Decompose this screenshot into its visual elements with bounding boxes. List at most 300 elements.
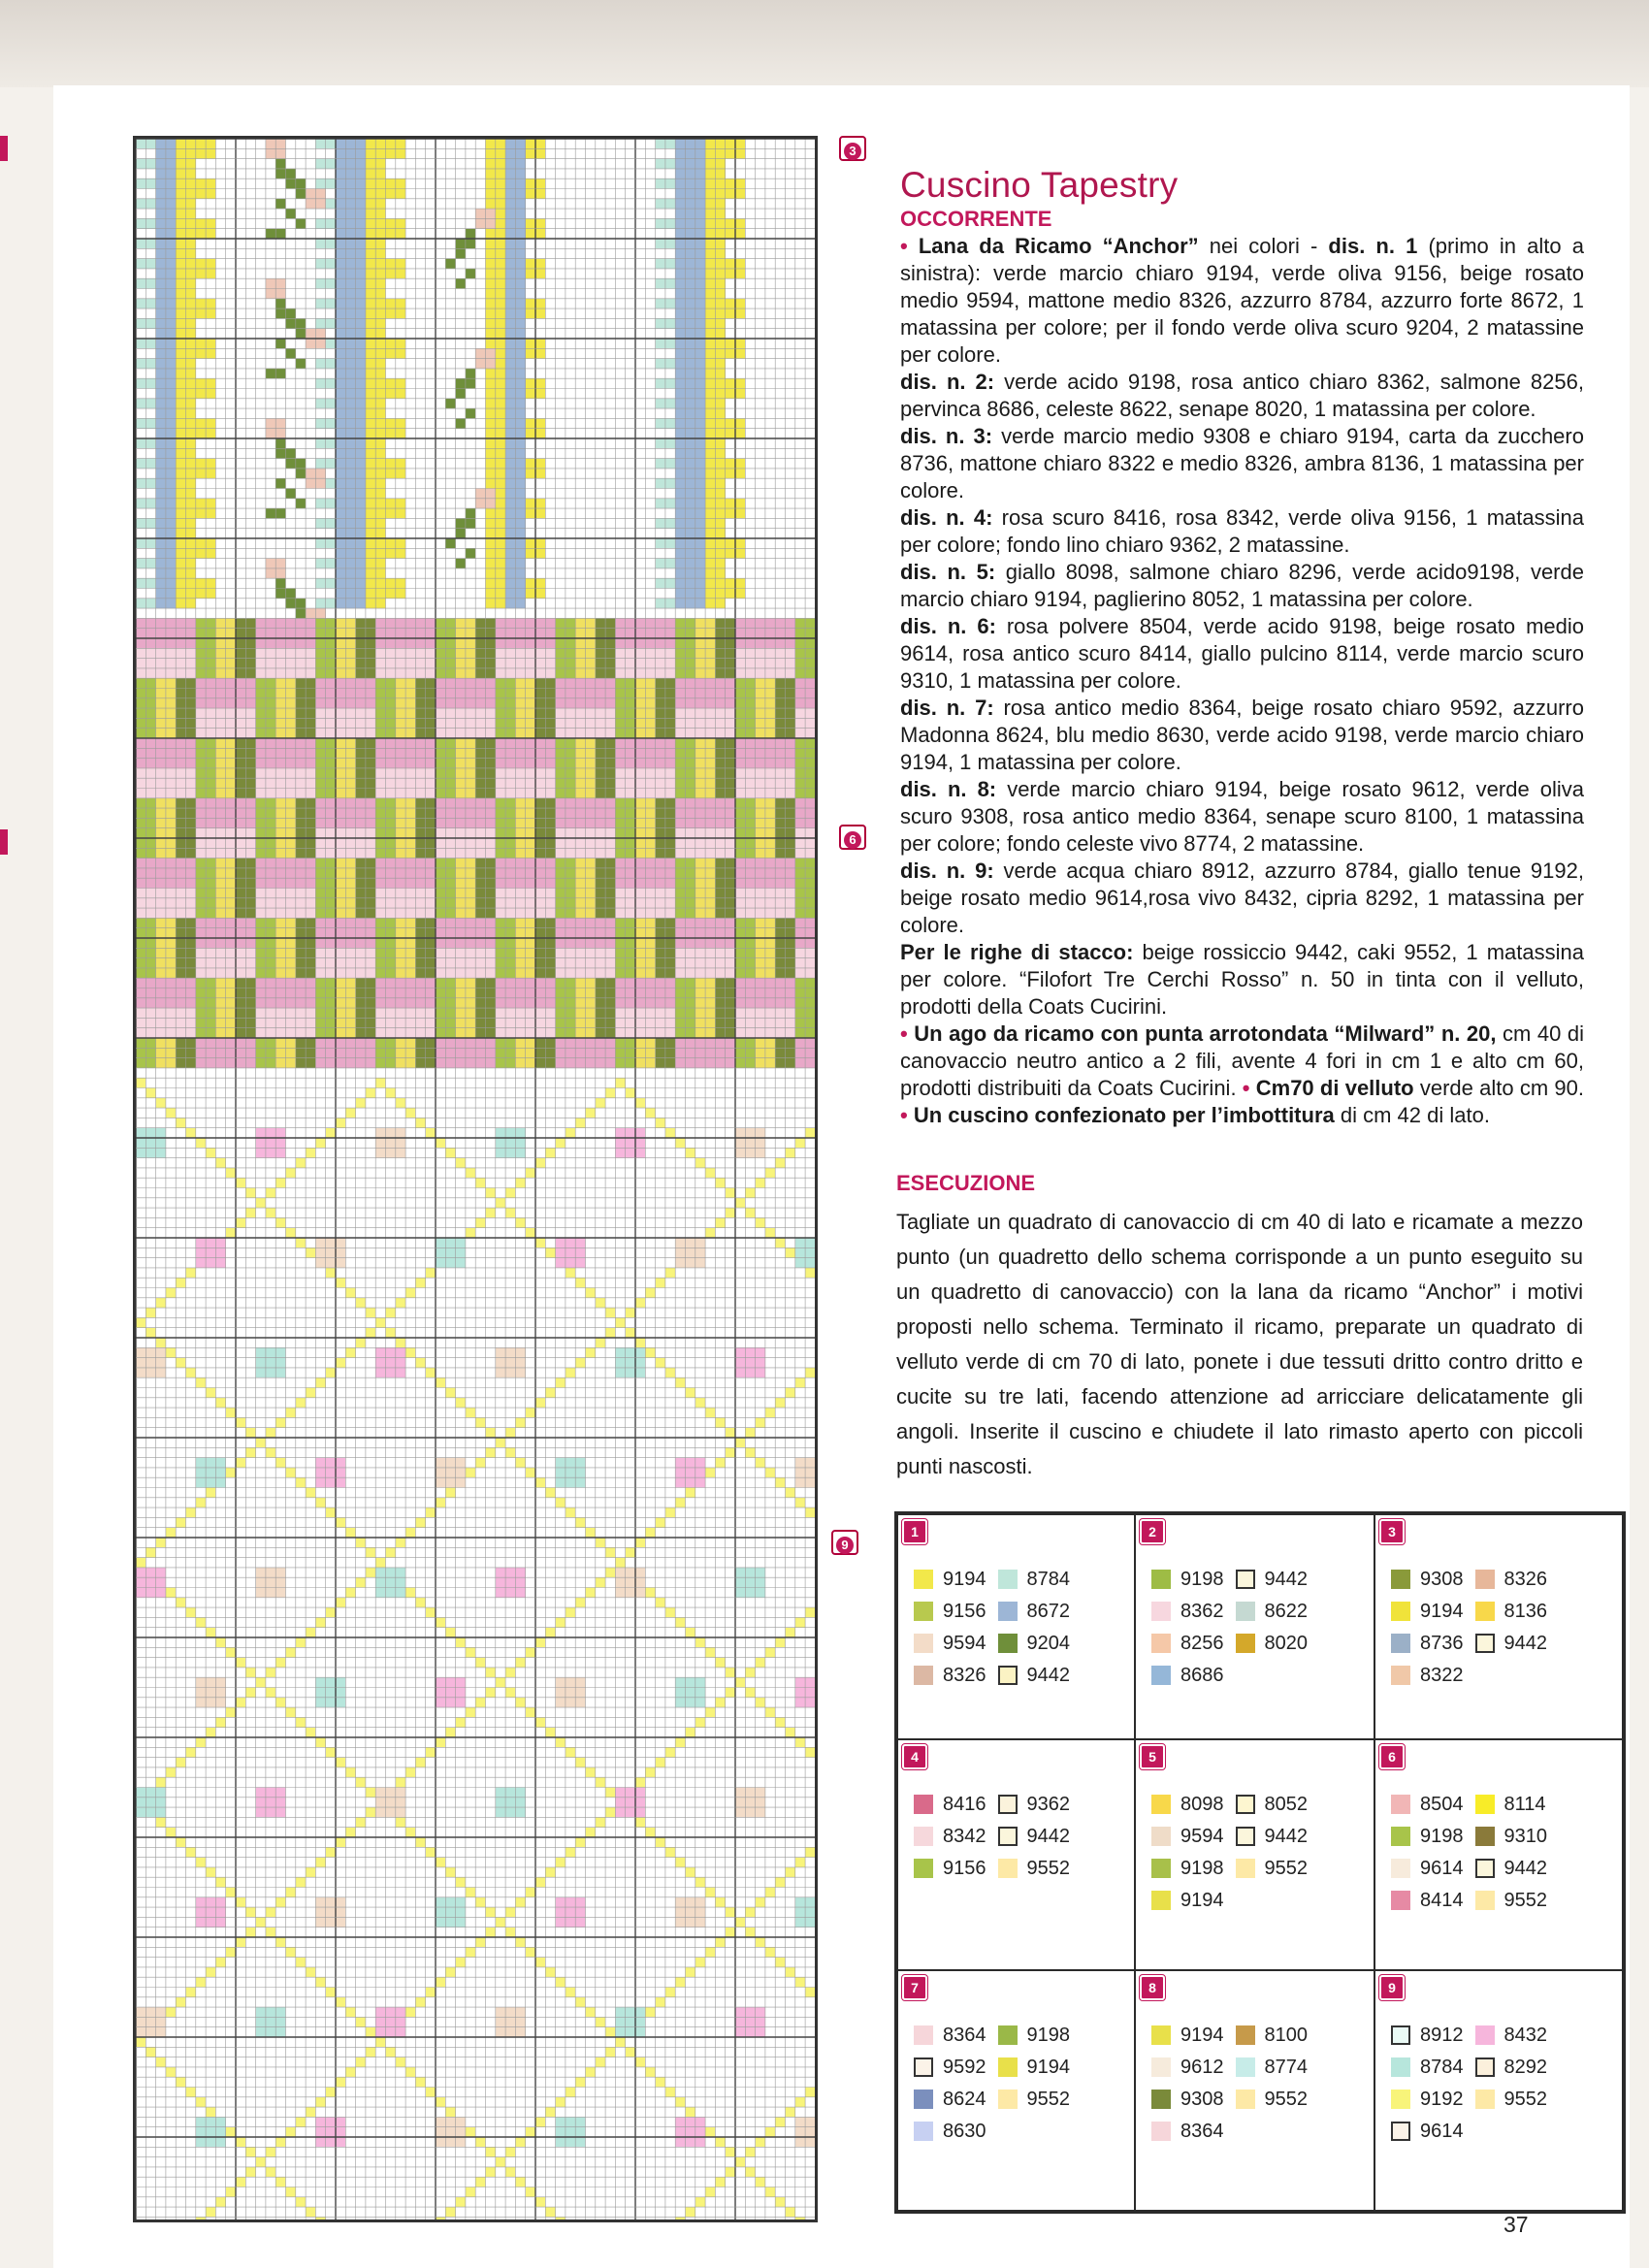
stitch-cell bbox=[245, 908, 255, 918]
stitch-cell bbox=[505, 148, 515, 158]
stitch-cell bbox=[315, 1058, 325, 1068]
stitch-cell bbox=[176, 448, 185, 458]
stitch-cell bbox=[426, 918, 436, 927]
stitch-cell bbox=[726, 229, 735, 239]
stitch-cell bbox=[615, 938, 625, 948]
stitch-cell bbox=[326, 868, 336, 878]
stitch-cell bbox=[215, 848, 225, 858]
stitch-cell bbox=[146, 1138, 155, 1148]
stitch-cell bbox=[196, 759, 206, 768]
stitch-cell bbox=[715, 938, 725, 948]
stitch-cell bbox=[315, 848, 325, 858]
stitch-cell bbox=[705, 718, 715, 728]
stitch-cell bbox=[146, 518, 155, 528]
stitch-cell bbox=[166, 308, 176, 318]
stitch-cell bbox=[535, 1028, 545, 1038]
stitch-cell bbox=[695, 538, 705, 548]
stitch-cell bbox=[186, 308, 196, 318]
stitch-cell bbox=[715, 248, 725, 258]
stitch-cell bbox=[656, 378, 665, 388]
stitch-cell bbox=[466, 1707, 475, 1717]
stitch-cell bbox=[286, 209, 296, 218]
stitch-cell bbox=[486, 798, 496, 808]
stitch-cell bbox=[705, 299, 715, 308]
stitch-cell bbox=[705, 668, 715, 678]
stitch-cell bbox=[375, 139, 385, 148]
stitch-cell bbox=[795, 978, 805, 988]
stitch-cell bbox=[226, 629, 236, 638]
stitch-cell bbox=[526, 459, 535, 469]
stitch-cell bbox=[176, 478, 185, 488]
stitch-cell bbox=[375, 399, 385, 408]
stitch-cell bbox=[336, 618, 345, 628]
stitch-cell bbox=[156, 1298, 166, 1308]
stitch-cell bbox=[426, 1008, 436, 1018]
stitch-cell bbox=[505, 2167, 515, 2177]
stitch-cell bbox=[765, 968, 775, 978]
stitch-cell bbox=[535, 189, 545, 199]
stitch-cell bbox=[726, 698, 735, 708]
stitch-cell bbox=[456, 1637, 466, 1647]
stitch-cell bbox=[756, 998, 765, 1008]
stitch-cell bbox=[535, 768, 545, 778]
stitch-cell bbox=[575, 718, 585, 728]
stitch-cell bbox=[535, 698, 545, 708]
stitch-cell bbox=[665, 689, 675, 698]
stitch-cell bbox=[326, 889, 336, 898]
stitch-cell bbox=[236, 898, 245, 908]
stitch-cell bbox=[715, 698, 725, 708]
stitch-cell bbox=[146, 859, 155, 868]
stitch-cell bbox=[656, 499, 665, 508]
stitch-cell bbox=[326, 768, 336, 778]
stitch-cell bbox=[156, 1008, 166, 1018]
stitch-cell bbox=[765, 818, 775, 827]
stitch-cell bbox=[466, 378, 475, 388]
stitch-cell bbox=[715, 898, 725, 908]
stitch-cell bbox=[366, 908, 375, 918]
stitch-cell bbox=[686, 998, 695, 1008]
stitch-cell bbox=[665, 1607, 675, 1617]
stitch-cell bbox=[686, 889, 695, 898]
stitch-cell bbox=[356, 429, 366, 438]
stitch-cell bbox=[605, 1807, 615, 1817]
stitch-cell bbox=[166, 798, 176, 808]
stitch-cell bbox=[176, 568, 185, 578]
stitch-cell bbox=[275, 618, 285, 628]
stitch-cell bbox=[615, 998, 625, 1008]
stitch-cell bbox=[535, 1477, 545, 1487]
stitch-cell bbox=[415, 838, 425, 848]
stitch-cell bbox=[496, 778, 505, 788]
stitch-cell bbox=[615, 1058, 625, 1068]
stitch-cell bbox=[176, 389, 185, 399]
stitch-cell bbox=[375, 589, 385, 599]
stitch-cell bbox=[286, 759, 296, 768]
stitch-cell bbox=[496, 928, 505, 938]
stitch-cell bbox=[296, 359, 306, 369]
stitch-cell bbox=[306, 938, 315, 948]
stitch-cell bbox=[356, 659, 366, 668]
stitch-cell bbox=[526, 818, 535, 827]
stitch-cell bbox=[715, 818, 725, 827]
stitch-cell bbox=[805, 659, 815, 668]
stitch-cell bbox=[396, 429, 405, 438]
stitch-cell bbox=[356, 308, 366, 318]
stitch-cell bbox=[656, 418, 665, 428]
stitch-cell bbox=[356, 1298, 366, 1308]
stitch-cell bbox=[765, 1048, 775, 1057]
stitch-cell bbox=[186, 438, 196, 448]
stitch-cell bbox=[486, 638, 496, 648]
stitch-cell bbox=[786, 838, 795, 848]
stitch-cell bbox=[726, 2167, 735, 2177]
stitch-cell bbox=[735, 269, 745, 278]
stitch-cell bbox=[315, 808, 325, 818]
stitch-cell bbox=[156, 348, 166, 358]
stitch-cell bbox=[686, 689, 695, 698]
stitch-cell bbox=[765, 698, 775, 708]
stitch-cell bbox=[256, 1058, 266, 1068]
stitch-cell bbox=[245, 789, 255, 798]
stitch-cell bbox=[786, 958, 795, 968]
stitch-cell bbox=[356, 878, 366, 888]
stitch-cell bbox=[715, 1058, 725, 1068]
stitch-cell bbox=[345, 139, 355, 148]
stitch-cell bbox=[615, 689, 625, 698]
stitch-cell bbox=[786, 988, 795, 998]
stitch-cell bbox=[775, 2197, 785, 2207]
stitch-cell bbox=[356, 618, 366, 628]
stitch-cell bbox=[326, 499, 336, 508]
stitch-cell bbox=[515, 508, 525, 518]
stitch-cell bbox=[256, 1028, 266, 1038]
stitch-cell bbox=[146, 1018, 155, 1027]
stitch-cell bbox=[375, 918, 385, 927]
stitch-cell bbox=[196, 928, 206, 938]
stitch-cell bbox=[675, 2097, 685, 2107]
stitch-cell bbox=[715, 998, 725, 1008]
stitch-cell bbox=[186, 578, 196, 588]
stitch-cell bbox=[695, 958, 705, 968]
stitch-cell bbox=[726, 748, 735, 758]
stitch-cell bbox=[375, 438, 385, 448]
stitch-cell bbox=[356, 359, 366, 369]
stitch-cell bbox=[726, 868, 735, 878]
stitch-cell bbox=[426, 868, 436, 878]
stitch-cell bbox=[315, 299, 325, 308]
stitch-cell bbox=[715, 918, 725, 927]
stitch-cell bbox=[186, 209, 196, 218]
stitch-cell bbox=[296, 748, 306, 758]
stitch-cell bbox=[745, 938, 755, 948]
stitch-cell bbox=[575, 738, 585, 748]
stitch-cell bbox=[686, 538, 695, 548]
stitch-cell bbox=[206, 1018, 215, 1027]
stitch-cell bbox=[705, 429, 715, 438]
stitch-cell bbox=[526, 299, 535, 308]
stitch-cell bbox=[705, 818, 715, 827]
stitch-cell bbox=[526, 1228, 535, 1238]
stitch-cell bbox=[206, 469, 215, 478]
stitch-cell bbox=[795, 2217, 805, 2219]
stitch-cell bbox=[695, 348, 705, 358]
stitch-cell bbox=[345, 259, 355, 269]
stitch-cell bbox=[196, 469, 206, 478]
stitch-cell bbox=[266, 748, 275, 758]
stitch-cell bbox=[315, 139, 325, 148]
stitch-cell bbox=[215, 1038, 225, 1048]
stitch-cell bbox=[176, 218, 185, 228]
stitch-cell bbox=[665, 1008, 675, 1018]
stitch-cell bbox=[206, 748, 215, 758]
stitch-cell bbox=[336, 359, 345, 369]
stitch-cell bbox=[405, 1588, 415, 1598]
stitch-cell bbox=[526, 578, 535, 588]
stitch-cell bbox=[575, 908, 585, 918]
stitch-cell bbox=[486, 389, 496, 399]
stitch-cell bbox=[156, 878, 166, 888]
stitch-cell bbox=[375, 548, 385, 558]
stitch-cell bbox=[695, 1158, 705, 1168]
stitch-cell bbox=[515, 618, 525, 628]
stitch-cell bbox=[315, 199, 325, 209]
stitch-cell bbox=[315, 988, 325, 998]
stitch-cell bbox=[226, 738, 236, 748]
stitch-cell bbox=[156, 629, 166, 638]
stitch-cell bbox=[705, 629, 715, 638]
stitch-cell bbox=[436, 789, 445, 798]
stitch-cell bbox=[556, 678, 566, 688]
stitch-cell bbox=[236, 998, 245, 1008]
stitch-cell bbox=[695, 518, 705, 528]
stitch-cell bbox=[396, 789, 405, 798]
stitch-cell bbox=[156, 269, 166, 278]
stitch-cell bbox=[245, 1928, 255, 1937]
stitch-cell bbox=[166, 868, 176, 878]
stitch-cell bbox=[805, 1507, 815, 1517]
stitch-cell bbox=[306, 1018, 315, 1027]
stitch-cell bbox=[315, 729, 325, 738]
stitch-cell bbox=[656, 1038, 665, 1048]
stitch-cell bbox=[386, 378, 396, 388]
stitch-cell bbox=[176, 278, 185, 288]
stitch-cell bbox=[775, 1008, 785, 1018]
stitch-cell bbox=[775, 889, 785, 898]
stitch-cell bbox=[366, 738, 375, 748]
stitch-cell bbox=[715, 389, 725, 399]
stitch-cell bbox=[535, 589, 545, 599]
stitch-cell bbox=[656, 768, 665, 778]
stitch-cell bbox=[166, 838, 176, 848]
stitch-cell bbox=[515, 1658, 525, 1668]
stitch-cell bbox=[156, 299, 166, 308]
stitch-cell bbox=[695, 389, 705, 399]
stitch-cell bbox=[456, 1028, 466, 1038]
stitch-cell bbox=[156, 599, 166, 608]
stitch-cell bbox=[215, 988, 225, 998]
stitch-cell bbox=[186, 898, 196, 908]
stitch-cell bbox=[726, 148, 735, 158]
stitch-cell bbox=[535, 808, 545, 818]
stitch-cell bbox=[775, 818, 785, 827]
stitch-cell bbox=[656, 1517, 665, 1527]
stitch-cell bbox=[756, 948, 765, 957]
stitch-cell bbox=[296, 729, 306, 738]
stitch-cell bbox=[686, 589, 695, 599]
stitch-cell bbox=[266, 278, 275, 288]
stitch-cell bbox=[705, 469, 715, 478]
stitch-cell bbox=[775, 1717, 785, 1727]
stitch-cell bbox=[396, 729, 405, 738]
stitch-cell bbox=[675, 908, 685, 918]
stitch-cell bbox=[156, 638, 166, 648]
stitch-cell bbox=[515, 738, 525, 748]
stitch-cell bbox=[675, 859, 685, 868]
stitch-cell bbox=[366, 838, 375, 848]
stitch-cell bbox=[475, 808, 485, 818]
stitch-cell bbox=[206, 459, 215, 469]
stitch-cell bbox=[566, 629, 575, 638]
stitch-cell bbox=[146, 638, 155, 648]
stitch-cell bbox=[466, 748, 475, 758]
stitch-cell bbox=[486, 459, 496, 469]
stitch-cell bbox=[206, 189, 215, 199]
stitch-cell bbox=[715, 329, 725, 339]
stitch-cell bbox=[575, 778, 585, 788]
stitch-cell bbox=[715, 638, 725, 648]
stitch-cell bbox=[176, 508, 185, 518]
stitch-cell bbox=[626, 848, 635, 858]
stitch-cell bbox=[336, 1837, 345, 1847]
stitch-cell bbox=[556, 828, 566, 838]
stitch-cell bbox=[256, 978, 266, 988]
stitch-cell bbox=[756, 958, 765, 968]
stitch-cell bbox=[375, 259, 385, 269]
stitch-cell bbox=[556, 1058, 566, 1068]
stitch-cell bbox=[656, 1028, 665, 1038]
stitch-cell bbox=[356, 448, 366, 458]
stitch-cell bbox=[566, 768, 575, 778]
stitch-cell bbox=[156, 1048, 166, 1057]
stitch-cell bbox=[726, 269, 735, 278]
stitch-cell bbox=[575, 889, 585, 898]
stitch-cell bbox=[475, 1018, 485, 1027]
stitch-cell bbox=[275, 1178, 285, 1187]
stitch-cell bbox=[296, 868, 306, 878]
stitch-cell bbox=[665, 239, 675, 248]
stitch-cell bbox=[396, 1817, 405, 1827]
stitch-cell bbox=[315, 438, 325, 448]
stitch-cell bbox=[445, 2107, 455, 2117]
stitch-cell bbox=[756, 1897, 765, 1907]
stitch-cell bbox=[626, 859, 635, 868]
stitch-cell bbox=[186, 1268, 196, 1278]
stitch-cell bbox=[526, 789, 535, 798]
stitch-cell bbox=[545, 1867, 555, 1877]
stitch-cell bbox=[586, 768, 596, 778]
stitch-cell bbox=[605, 789, 615, 798]
stitch-cell bbox=[656, 178, 665, 188]
stitch-cell bbox=[445, 859, 455, 868]
stitch-cell bbox=[556, 698, 566, 708]
stitch-cell bbox=[336, 908, 345, 918]
stitch-cell bbox=[695, 159, 705, 169]
stitch-cell bbox=[635, 1008, 645, 1018]
stitch-cell bbox=[645, 1288, 655, 1298]
stitch-cell bbox=[266, 1928, 275, 1937]
stitch-cell bbox=[466, 938, 475, 948]
stitch-cell bbox=[215, 678, 225, 688]
stitch-cell bbox=[326, 938, 336, 948]
stitch-cell bbox=[336, 289, 345, 299]
stitch-cell bbox=[186, 199, 196, 209]
stitch-cell bbox=[286, 868, 296, 878]
stitch-cell bbox=[405, 2007, 415, 2017]
stitch-cell bbox=[186, 859, 196, 868]
stitch-cell bbox=[705, 828, 715, 838]
stitch-cell bbox=[196, 259, 206, 269]
stitch-cell bbox=[156, 559, 166, 568]
stitch-cell bbox=[675, 478, 685, 488]
stitch-cell bbox=[456, 248, 466, 258]
stitch-cell bbox=[186, 589, 196, 599]
stitch-cell bbox=[466, 548, 475, 558]
stitch-cell bbox=[386, 1058, 396, 1068]
stitch-cell bbox=[156, 239, 166, 248]
stitch-cell bbox=[166, 908, 176, 918]
stitch-cell bbox=[735, 1008, 745, 1018]
stitch-cell bbox=[705, 478, 715, 488]
stitch-cell bbox=[645, 659, 655, 668]
stitch-cell bbox=[675, 438, 685, 448]
stitch-cell bbox=[735, 848, 745, 858]
stitch-cell bbox=[405, 768, 415, 778]
stitch-cell bbox=[206, 378, 215, 388]
stitch-cell bbox=[436, 738, 445, 748]
stitch-cell bbox=[196, 499, 206, 508]
stitch-cell bbox=[505, 689, 515, 698]
stitch-cell bbox=[515, 359, 525, 369]
stitch-cell bbox=[405, 689, 415, 698]
stitch-cell bbox=[526, 968, 535, 978]
stitch-cell bbox=[196, 218, 206, 228]
stitch-cell bbox=[586, 618, 596, 628]
stitch-cell bbox=[356, 648, 366, 658]
stitch-cell bbox=[645, 729, 655, 738]
stitch-cell bbox=[215, 1158, 225, 1168]
stitch-cell bbox=[545, 789, 555, 798]
stitch-cell bbox=[266, 1048, 275, 1057]
stitch-cell bbox=[386, 998, 396, 1008]
stitch-cell bbox=[136, 838, 146, 848]
stitch-cell bbox=[596, 1577, 605, 1587]
stitch-cell bbox=[535, 778, 545, 788]
stitch-cell bbox=[775, 1398, 785, 1408]
stitch-cell bbox=[306, 1058, 315, 1068]
stitch-cell bbox=[345, 958, 355, 968]
stitch-cell bbox=[756, 838, 765, 848]
stitch-cell bbox=[515, 1048, 525, 1057]
stitch-cell bbox=[215, 918, 225, 927]
stitch-cell bbox=[445, 2207, 455, 2217]
stitch-cell bbox=[686, 678, 695, 688]
stitch-cell bbox=[396, 828, 405, 838]
stitch-cell bbox=[556, 718, 566, 728]
stitch-cell bbox=[575, 988, 585, 998]
stitch-cell bbox=[415, 618, 425, 628]
stitch-cell bbox=[735, 299, 745, 308]
